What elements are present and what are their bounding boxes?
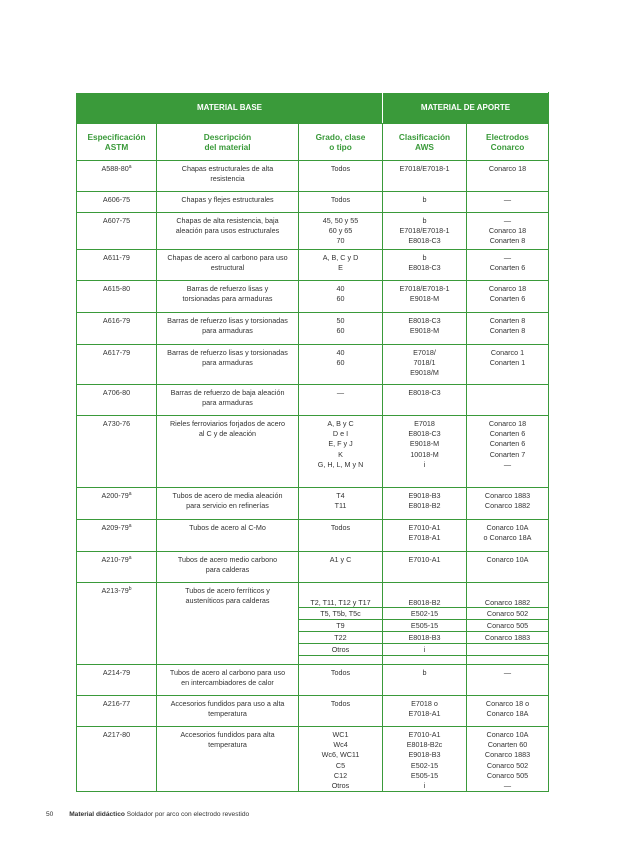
description-cell-text: Tubos de acero al C-Mo (189, 523, 266, 532)
column-header-electrodes: Electrodos Conarco (467, 124, 549, 161)
aws-cell-text: b (422, 668, 427, 677)
spec-cell (77, 416, 157, 488)
description-cell-text: Rieles ferroviarios forjados de acero al C y de aleación (169, 419, 286, 439)
description-cell-text: Chapas de alta resistencia, baja aleación para usos estructurales (175, 216, 280, 236)
aws-cell-text: E7018/ 7018/1 E9018/M (410, 348, 439, 378)
spec-cell (77, 552, 157, 583)
grade-cell (299, 665, 383, 696)
spec-text: A616-79 (102, 316, 131, 325)
aws-cell-text: b (422, 195, 427, 204)
description-cell (157, 161, 299, 192)
description-cell-text: Tubos de acero ferríticos y austeníticos para calderas (185, 586, 270, 606)
grade-cell (299, 281, 383, 313)
aws-cell-text: E8018-C3 E9018-M (408, 316, 441, 336)
description-cell (157, 250, 299, 281)
table-row (77, 313, 549, 345)
electrode-cell-text: Conarco 1 Conarten 1 (489, 348, 526, 368)
aws-cell-text: E7018 E8018-C3 E9018-M 10018-M i (408, 419, 441, 469)
description-cell-text: Barras de refuerzo de baja aleación para armaduras (170, 388, 285, 408)
footer-title-bold: Material didáctico (69, 811, 125, 818)
aws-cell (383, 608, 467, 620)
electrode-cell (467, 345, 549, 385)
spec-text: A617-79 (102, 348, 131, 357)
aws-cell (383, 696, 467, 727)
electrode-cell-text: Conarten 8 Conarten 8 (489, 316, 526, 336)
electrode-cell (467, 608, 549, 620)
grade-cell (299, 520, 383, 552)
grade-cell-text: Todos (330, 699, 351, 708)
electrode-cell-text: Conarco 18 Conarten 6 (488, 284, 527, 304)
aws-cell (383, 520, 467, 552)
spec-cell (77, 520, 157, 552)
electrode-cell (467, 385, 549, 416)
grade-cell-text: 40 60 (336, 348, 345, 368)
page-footer (46, 811, 249, 818)
electrode-cell (467, 281, 549, 313)
table-row (77, 192, 549, 213)
column-header-grade: Grado, clase o tipo (299, 124, 383, 161)
aws-cell-text: E9018-B3 E8018-B2 (408, 491, 441, 511)
group-header-aporte: MATERIAL DE APORTE (383, 93, 549, 124)
column-header-description: Descripción del material (157, 124, 299, 161)
description-cell (157, 488, 299, 520)
table-row (77, 385, 549, 416)
aws-cell-text: E8018-C3 (408, 388, 441, 397)
description-cell (157, 696, 299, 727)
spec-cell (77, 345, 157, 385)
aws-cell (383, 213, 467, 250)
table-row (77, 345, 549, 385)
electrode-cell (467, 552, 549, 583)
aws-cell (383, 727, 467, 792)
description-cell (157, 345, 299, 385)
description-cell-text: Tubos de acero al carbono para uso en intercambiadores de calor (169, 668, 286, 688)
spec-text: A607-75 (102, 216, 131, 225)
grade-cell (299, 161, 383, 192)
spec-text: A213-79 (101, 586, 129, 595)
description-cell-text: Barras de refuerzo lisas y torsionadas para armaduras (167, 348, 288, 368)
grade-cell-text: Todos (330, 195, 351, 204)
grade-cell (299, 385, 383, 416)
empty-cell (383, 656, 467, 665)
grade-cell (299, 488, 383, 520)
aws-cell-text: E8018-B3 (408, 633, 441, 642)
spec-text: A606-75 (102, 195, 131, 204)
page-number: 50 (46, 811, 54, 818)
grade-cell (299, 213, 383, 250)
electrode-cell (467, 250, 549, 281)
description-cell (157, 552, 299, 583)
description-cell (157, 313, 299, 345)
grade-cell-text: T9 (336, 621, 345, 630)
spec-cell (77, 727, 157, 792)
grade-cell (299, 696, 383, 727)
spec-text: A216-77 (102, 699, 131, 708)
description-cell (157, 416, 299, 488)
description-cell (157, 385, 299, 416)
spec-text: A210-79 (101, 555, 129, 564)
spec-cell (77, 213, 157, 250)
aws-cell (383, 161, 467, 192)
electrode-cell (467, 583, 549, 608)
electrode-cell (467, 644, 549, 656)
description-cell (157, 583, 299, 665)
electrode-cell (467, 416, 549, 488)
description-cell-text: Accesorios fundidos para alta temperatura (180, 730, 275, 750)
electrode-cell-text: Conarco 502 (486, 609, 529, 618)
aws-cell-text: E7018/E7018-1 E9018-M (399, 284, 450, 304)
aws-cell (383, 665, 467, 696)
footnote-marker: a (128, 491, 132, 497)
spec-text: A611-79 (103, 253, 130, 262)
description-cell (157, 665, 299, 696)
footnote-marker: b (128, 586, 132, 592)
table-row (77, 213, 549, 250)
table-row (77, 727, 549, 792)
electrode-cell (467, 696, 549, 727)
aws-cell-text: E505-15 (410, 621, 439, 630)
aws-cell (383, 583, 467, 608)
grade-cell-text: Todos (330, 164, 351, 173)
electrode-cell (467, 161, 549, 192)
electrode-cell (467, 520, 549, 552)
electrode-cell (467, 665, 549, 696)
electrode-cell-text: — Conarco 18 Conarten 8 (488, 216, 527, 246)
specifications-table (76, 92, 549, 792)
table-row (77, 696, 549, 727)
grade-cell (299, 416, 383, 488)
grade-cell-text: — (336, 388, 345, 397)
electrode-cell-text: Conarco 18 Conarten 6 Conarten 6 Conarten 7 — (488, 419, 527, 469)
grade-cell (299, 192, 383, 213)
aws-cell (383, 416, 467, 488)
description-cell-text: Chapas y flejes estructurales (181, 195, 274, 204)
table-row (77, 488, 549, 520)
table-row (77, 161, 549, 192)
aws-cell (383, 345, 467, 385)
spec-cell (77, 313, 157, 345)
group-header-base: MATERIAL BASE (77, 93, 383, 124)
grade-cell-text: A, B, C y D E (322, 253, 359, 273)
electrode-cell-text: Conarco 1882 (484, 598, 531, 607)
aws-cell-text: b E8018-C3 (408, 253, 441, 273)
electrode-cell-text: — (503, 195, 512, 204)
description-cell-text: Chapas de acero al carbono para uso estructural (167, 253, 288, 273)
aws-cell (383, 644, 467, 656)
spec-cell (77, 488, 157, 520)
grade-cell-text: T4 T11 (334, 491, 347, 511)
grade-cell-text: T2, T11, T12 y T17 (310, 598, 371, 607)
spec-cell (77, 281, 157, 313)
aws-cell-text: b E7018/E7018-1 E8018-C3 (399, 216, 450, 246)
electrode-cell (467, 192, 549, 213)
description-cell (157, 213, 299, 250)
description-cell-text: Tubos de acero medio carbono para calderas (177, 555, 278, 575)
grade-cell-text: Todos (330, 523, 351, 532)
grade-cell (299, 345, 383, 385)
footer-title: Soldador por arco con electrodo revestido (126, 811, 250, 818)
electrode-cell-text: Conarco 1883 (484, 633, 531, 642)
grade-cell (299, 727, 383, 792)
table-row (77, 520, 549, 552)
description-cell-text: Chapas estructurales de alta resistencia (181, 164, 274, 184)
table-row (77, 250, 549, 281)
electrode-cell-text: Conarco 18 (488, 164, 527, 173)
table-row (77, 665, 549, 696)
electrode-cell (467, 313, 549, 345)
aws-cell-text: E7010-A1 E8018-B2c E9018-B3 E502-15 E505-15 i (406, 730, 443, 791)
grade-cell (299, 313, 383, 345)
spec-text: A588-80 (101, 164, 129, 173)
electrode-cell-text: Conarco 1883 Conarco 1882 (484, 491, 531, 511)
spec-text: A214-79 (102, 668, 131, 677)
column-header-aws: Clasificación AWS (383, 124, 467, 161)
aws-cell (383, 250, 467, 281)
aws-cell-text: E7010-A1 (408, 555, 441, 564)
aws-cell (383, 552, 467, 583)
electrode-cell-text: Conarco 18 o Conarco 18A (485, 699, 530, 719)
aws-cell-text: E502-15 (410, 609, 439, 618)
grade-cell-text: A, B y C D e I E, F y J K G, H, L, M y N (317, 419, 364, 469)
grade-cell-text: Todos (330, 668, 351, 677)
grade-cell-text: 40 60 (336, 284, 345, 304)
aws-cell (383, 192, 467, 213)
grade-cell-text: 50 60 (336, 316, 345, 336)
spec-cell (77, 250, 157, 281)
grade-cell (299, 644, 383, 656)
grade-cell-text: Otros (331, 645, 350, 654)
spec-cell (77, 161, 157, 192)
aws-cell-text: E7018/E7018-1 (399, 164, 450, 173)
electrode-cell (467, 620, 549, 632)
grade-cell (299, 608, 383, 620)
grade-cell-text: WC1 Wc4 Wc6, WC11 C5 C12 Otros (321, 730, 360, 791)
electrode-cell-text: — (503, 668, 512, 677)
column-header-spec: Especificación ASTM (77, 124, 157, 161)
aws-cell-text: E7010-A1 E7018-A1 (408, 523, 441, 543)
footnote-marker: a (128, 523, 132, 529)
description-cell (157, 520, 299, 552)
grade-cell-text: A1 y C (329, 555, 352, 564)
spec-text: A209-79 (101, 523, 129, 532)
spec-cell (77, 665, 157, 696)
description-cell-text: Accesorios fundidos para uso a alta temperatura (170, 699, 285, 719)
empty-cell (299, 656, 383, 665)
description-cell-text: Barras de refuerzo lisas y torsionadas para armaduras (182, 284, 273, 304)
spec-cell (77, 192, 157, 213)
grade-cell (299, 552, 383, 583)
electrode-cell (467, 632, 549, 644)
grade-cell-text: 45, 50 y 55 60 y 65 70 (322, 216, 359, 246)
aws-cell (383, 488, 467, 520)
footnote-marker: a (128, 164, 132, 170)
aws-cell (383, 632, 467, 644)
electrode-cell (467, 488, 549, 520)
spec-text: A730-76 (102, 419, 131, 428)
aws-cell-text: E7018 o E7018-A1 (408, 699, 441, 719)
aws-cell-text: i (423, 645, 426, 654)
aws-cell-text: E8018-B2 (408, 598, 441, 607)
table-row (77, 583, 549, 608)
description-cell-text: Tubos de acero de media aleación para servicio en refinerías (172, 491, 283, 511)
spec-cell (77, 385, 157, 416)
grade-cell (299, 250, 383, 281)
spec-text: A615-80 (102, 284, 131, 293)
empty-cell (467, 656, 549, 665)
table-row (77, 416, 549, 488)
electrode-cell-text: Conarco 10A o Conarco 18A (483, 523, 532, 543)
electrode-cell-text: Conarco 10A (486, 555, 529, 564)
electrode-cell (467, 213, 549, 250)
spec-text: A200-79 (101, 491, 129, 500)
spec-cell (77, 696, 157, 727)
electrode-cell-text: Conarco 10A Conarten 60 Conarco 1883 Conarco 502 Conarco 505 — (484, 730, 531, 791)
grade-cell-text: T5, T5b, T5c (320, 609, 361, 618)
description-cell (157, 192, 299, 213)
description-cell-text: Barras de refuerzo lisas y torsionadas para armaduras (167, 316, 288, 336)
aws-cell (383, 620, 467, 632)
table-row (77, 552, 549, 583)
spec-cell (77, 583, 157, 665)
spec-text: A706-80 (102, 388, 131, 397)
electrode-cell-text: Conarco 505 (486, 621, 529, 630)
description-cell (157, 727, 299, 792)
grade-cell (299, 632, 383, 644)
aws-cell (383, 313, 467, 345)
spec-text: A217-80 (102, 730, 131, 739)
electrode-cell-text: — Conarten 6 (489, 253, 526, 273)
footnote-marker: a (128, 555, 132, 561)
table-row (77, 281, 549, 313)
grade-cell (299, 620, 383, 632)
grade-cell-text: T22 (334, 633, 347, 642)
description-cell (157, 281, 299, 313)
aws-cell (383, 281, 467, 313)
aws-cell (383, 385, 467, 416)
electrode-cell (467, 727, 549, 792)
grade-cell (299, 583, 383, 608)
